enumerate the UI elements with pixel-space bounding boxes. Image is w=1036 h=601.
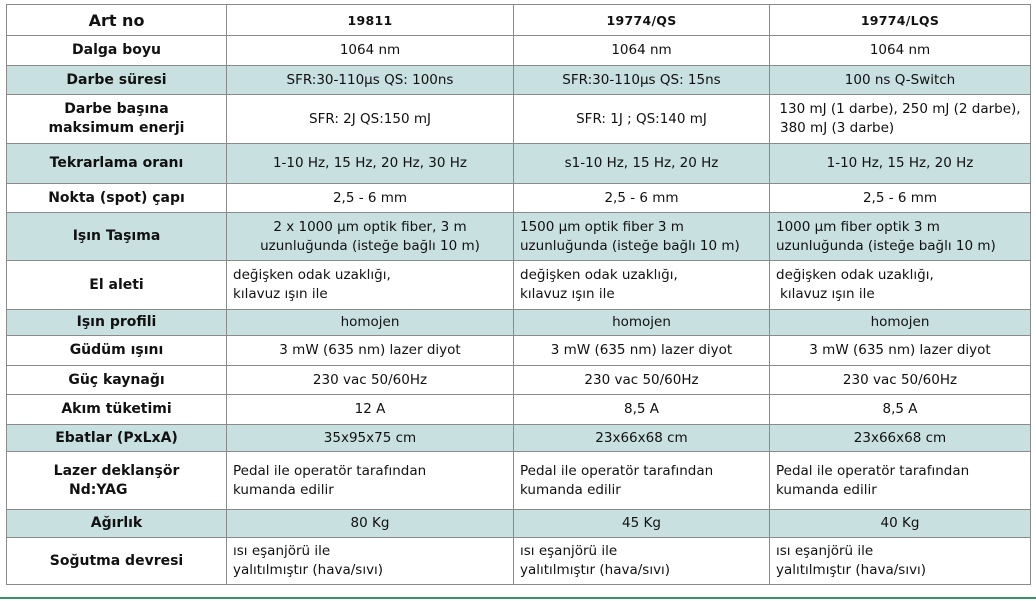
table-cell: 100 ns Q-Switch [770,66,1031,95]
table-row [7,425,1031,452]
cell-line: ısı eşanjörü ile [520,543,618,559]
table-cell: SFR:30-110µs QS: 100ns [227,66,514,95]
table-cell: 12 A [227,395,514,425]
cell-line: değişken odak uzaklığı, [233,267,391,283]
table-cell: 1064 nm [770,36,1031,66]
row-label: Işın profili [7,310,227,336]
table-cell: 1064 nm [227,36,514,66]
table-cell: 23x66x68 cm [514,425,770,452]
table-cell [227,452,514,510]
table-cell: 2,5 - 6 mm [227,184,514,213]
table-cell [770,538,1031,585]
table-cell [770,261,1031,310]
cell-line: kumanda edilir [776,481,877,498]
table-cell [514,452,770,510]
row-label [7,95,227,144]
cell-line: 1000 µm fiber optik 3 m [776,218,940,235]
table-cell [514,261,770,310]
cell-line: ısı eşanjörü ile [233,543,331,559]
table-row [7,144,1031,184]
table-cell: 230 vac 50/60Hz [514,366,770,395]
label-line: Lazer deklanşör [53,462,180,479]
table-cell [770,452,1031,510]
row-label: El aleti [7,261,227,310]
row-label: Ebatlar (PxLxA) [7,425,227,452]
table-row [7,366,1031,395]
cell-line: ısı eşanjörü ile [776,543,874,559]
table-cell [227,261,514,310]
cell-line: değişken odak uzaklığı, [776,267,934,283]
table-cell: 40 Kg [770,510,1031,538]
cell-line: 1500 µm optik fiber 3 m [520,218,684,235]
row-label: Nokta (spot) çapı [7,184,227,213]
cell-line: 130 mJ (1 darbe), 250 mJ (2 darbe), [779,101,1021,117]
cell-line: yalıtılmıştır (hava/sıvı) [776,562,927,578]
header-cell: 19811 [227,5,514,36]
table-cell: 2,5 - 6 mm [514,184,770,213]
table-cell: s1-10 Hz, 15 Hz, 20 Hz [514,144,770,184]
row-label: Güç kaynağı [7,366,227,395]
table-row [7,95,1031,144]
table-cell: homojen [514,310,770,336]
table-row [7,66,1031,95]
table-row [7,261,1031,310]
cell-line: kumanda edilir [233,481,334,498]
table-cell: 3 mW (635 nm) lazer diyot [770,336,1031,366]
header-cell: Art no [7,5,227,36]
row-label: Işın Taşıma [7,213,227,261]
table-cell: 8,5 A [514,395,770,425]
table-cell: SFR: 1J ; QS:140 mJ [514,95,770,144]
table-cell: 230 vac 50/60Hz [227,366,514,395]
cell-line: uzunluğunda (isteğe bağlı 10 m) [260,237,480,254]
cell-line: kılavuz ışın ile [780,286,875,302]
header-cell: 19774/QS [514,5,770,36]
cell-line: kılavuz ışın ile [520,286,615,302]
table-row [7,452,1031,510]
table-cell: 230 vac 50/60Hz [770,366,1031,395]
table-row [7,213,1031,261]
table-row [7,510,1031,538]
row-label: Tekrarlama oranı [7,144,227,184]
cell-line: yalıtılmıştır (hava/sıvı) [233,562,384,578]
cell-line: kumanda edilir [520,481,621,498]
table-cell [227,538,514,585]
label-line: Nd:YAG [69,481,128,498]
row-label: Ağırlık [7,510,227,538]
cell-line: 380 mJ (3 darbe) [780,120,895,136]
table-cell [514,538,770,585]
spec-table [6,4,1031,585]
table-cell: homojen [227,310,514,336]
table-cell [770,95,1031,144]
table-cell: 45 Kg [514,510,770,538]
table-cell [514,213,770,261]
bottom-divider [0,597,1036,599]
cell-line: uzunluğunda (isteğe bağlı 10 m) [520,237,740,254]
table-cell: SFR: 2J QS:150 mJ [227,95,514,144]
table-cell: 23x66x68 cm [770,425,1031,452]
cell-line: Pedal ile operatör tarafından [776,462,970,479]
table-cell: 3 mW (635 nm) lazer diyot [227,336,514,366]
table-cell: 1-10 Hz, 15 Hz, 20 Hz, 30 Hz [227,144,514,184]
table-row [7,310,1031,336]
row-label: Soğutma devresi [7,538,227,585]
row-label: Darbe süresi [7,66,227,95]
table-cell [227,213,514,261]
label-line: Darbe başına [64,101,169,117]
table-row [7,184,1031,213]
header-cell: 19774/LQS [770,5,1031,36]
table-cell: 3 mW (635 nm) lazer diyot [514,336,770,366]
cell-line: değişken odak uzaklığı, [520,267,678,283]
cell-line: 2 x 1000 µm optik fiber, 3 m [273,218,467,235]
cell-line: Pedal ile operatör tarafından [520,462,714,479]
table-cell [770,213,1031,261]
cell-line: yalıtılmıştır (hava/sıvı) [520,562,671,578]
cell-line: uzunluğunda (isteğe bağlı 10 m) [776,237,996,254]
table-cell: 2,5 - 6 mm [770,184,1031,213]
cell-line: Pedal ile operatör tarafından [233,462,427,479]
table-cell: 35x95x75 cm [227,425,514,452]
table-cell: 1064 nm [514,36,770,66]
table-cell: 8,5 A [770,395,1031,425]
row-label: Dalga boyu [7,36,227,66]
cell-line: kılavuz ışın ile [233,286,328,302]
table-row [7,538,1031,585]
table-row [7,395,1031,425]
row-label: Güdüm ışını [7,336,227,366]
table-row [7,336,1031,366]
table-cell: 1-10 Hz, 15 Hz, 20 Hz [770,144,1031,184]
table-cell: homojen [770,310,1031,336]
row-label: Akım tüketimi [7,395,227,425]
row-label [7,452,227,510]
header-row [7,5,1031,36]
table-cell: SFR:30-110µs QS: 15ns [514,66,770,95]
label-line: maksimum enerji [48,120,185,136]
table-row [7,36,1031,66]
table-cell: 80 Kg [227,510,514,538]
